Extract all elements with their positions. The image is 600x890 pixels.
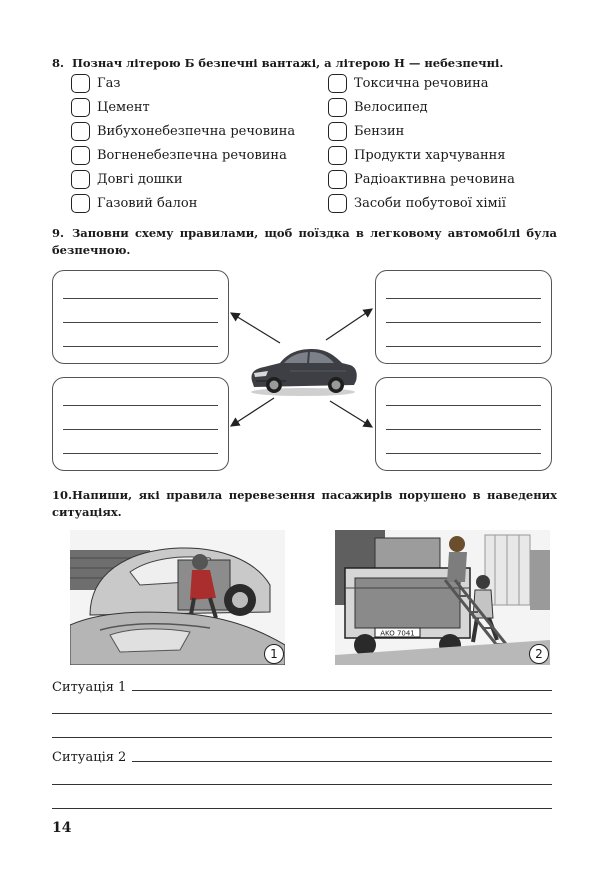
situation2-label: Ситуація 2	[52, 750, 127, 765]
license-plate-text: AKO 7041	[380, 629, 415, 638]
option-label: Вибухонебезпечна речовина	[97, 123, 296, 139]
task8-instruction: Познач літерою Б безпечні вантажі, а літерою Н — небезпечні.	[72, 56, 504, 70]
task10-number: 10.	[52, 488, 73, 502]
option-label: Засоби побутової хімії	[354, 195, 506, 211]
option-label: Вогненебезпечна речовина	[97, 147, 287, 163]
situation1-illustration	[70, 530, 285, 665]
task8-number: 8.	[52, 56, 65, 70]
situation1-badge: 1	[264, 644, 284, 664]
option-label: Токсична речовина	[354, 75, 489, 91]
situation2-badge: 2	[529, 644, 549, 664]
situation1-label: Ситуація 1	[52, 680, 127, 695]
task10-instruction: Напиши, які правила перевезення пасажирів порушено в наведених ситуаціях.	[52, 488, 557, 519]
arrow-bottom-right	[330, 401, 372, 427]
option-label: Довгі дошки	[97, 171, 183, 187]
situation1-answer-line-2[interactable]	[52, 713, 552, 714]
situation2-illustration	[335, 530, 550, 665]
option-label: Бензин	[354, 123, 405, 139]
task10-title	[52, 487, 557, 521]
option-label: Газ	[97, 75, 121, 91]
situation2-answer-line-1[interactable]	[132, 761, 552, 762]
arrow-bottom-left	[231, 398, 274, 426]
task9-instruction: Заповни схему правилами, щоб поїздка в легковому автомобілі була безпечною.	[52, 226, 557, 257]
option-label: Продукти харчування	[354, 147, 506, 163]
arrow-top-right	[326, 309, 372, 340]
arrow-top-left	[231, 313, 280, 343]
situation1-answer-line-3[interactable]	[52, 737, 552, 738]
car-illustration	[246, 343, 359, 398]
option-label: Цемент	[97, 99, 150, 115]
situation2-answer-line-3[interactable]	[52, 808, 552, 809]
situation1-answer-line-1[interactable]	[132, 690, 552, 691]
option-label: Газовий балон	[97, 195, 198, 211]
option-label: Радіоактивна речовина	[354, 171, 515, 187]
situation2-answer-line-2[interactable]	[52, 784, 552, 785]
option-label: Велосипед	[354, 99, 428, 115]
task9-number: 9.	[52, 226, 65, 240]
page-number: 14	[52, 820, 72, 836]
